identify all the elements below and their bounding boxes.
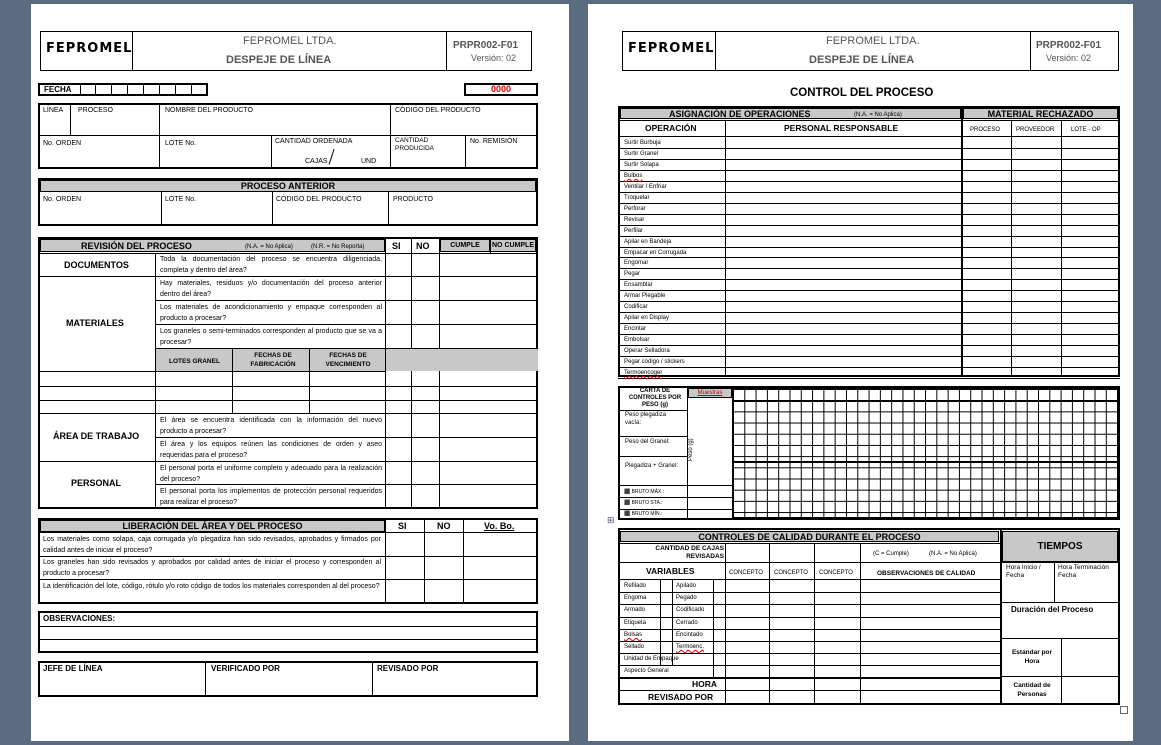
operation-label: Surtir Solapa	[624, 162, 659, 168]
liberacion-title: LIBERACIÓN DEL ÁREA Y DEL PROCESO	[40, 520, 385, 532]
observaciones-label: OBSERVACIONES:	[43, 614, 116, 623]
operation-label: Encintar	[624, 326, 647, 332]
codigo-producto-label: CÓDIGO DEL PRODUCTO	[395, 107, 481, 114]
area-question-1: El área se encuentra identificada con la información del nuevo producto a procesar?	[160, 417, 382, 435]
variable-row-line	[618, 653, 1000, 654]
revisado-por-label: REVISADO POR	[377, 664, 439, 673]
variable-label: Pegado	[676, 595, 697, 601]
shaded-cell	[386, 349, 538, 371]
operation-label: Revisar	[624, 217, 645, 223]
peso-granel-label: Peso del Granel:	[625, 439, 670, 445]
verificado-por-label: VERIFICADO POR	[211, 664, 280, 673]
liberacion-question-2: Los graneles han sido revisados y aprobados por calidad antes de iniciar el proceso y corresponden al producto a procesar?	[43, 559, 381, 577]
remision-label: No. REMISIÓN	[470, 138, 518, 145]
company-logo: FEPROMEL	[46, 41, 133, 56]
rechazado-proceso-header: PROCESO	[970, 127, 1001, 133]
revision-header	[40, 239, 385, 252]
rechazado-proveedor-header: PROVEEDOR	[1016, 127, 1055, 133]
firmas-table	[38, 661, 538, 697]
operation-label: Perforar	[624, 206, 646, 212]
hora-inicio-label: Hora Inicio / Fecha	[1006, 564, 1041, 579]
operation-label: Armar Plegable	[624, 293, 666, 299]
page-despeje-linea	[31, 4, 569, 741]
material-rechazado-title: MATERIAL RECHAZADO	[963, 108, 1118, 119]
table-move-handle[interactable]: ⊞	[607, 515, 615, 525]
operation-row-line	[618, 334, 1120, 335]
liberacion-si-header: SI	[398, 521, 407, 531]
operation-row-line	[618, 214, 1120, 215]
concepto-header-3: CONCEPTO	[819, 570, 853, 576]
operation-label: Empacar en Corrugada	[624, 250, 687, 256]
liberacion-question-1: Los materiales como solapa, caja corrugada y/o plegadiza han sido revisados, aprobados y firmados por calidad antes de iniciar el proceso?	[43, 536, 381, 554]
variable-label: Codificado	[676, 607, 705, 613]
variable-row-line	[618, 641, 1000, 642]
revision-title: REVISIÓN DEL PROCESO	[81, 241, 192, 251]
operation-label: Embolsar	[624, 337, 650, 343]
operation-row-line	[618, 170, 1120, 171]
materiales-question-2: Los materiales de acondicionamiento y empaque corresponden al producto a procesar?	[160, 304, 382, 322]
peso-chart-grid	[732, 388, 1118, 518]
pa-producto-label: PRODUCTO	[393, 196, 433, 203]
muestras-header: Muestras	[688, 388, 732, 398]
operation-label: Ventilar / Enfriar	[624, 184, 667, 190]
pa-orden-label: No. ORDEN	[43, 196, 82, 203]
cantidad-ordenada-label: CANTIDAD ORDENADA	[275, 138, 353, 145]
concepto-header-2: CONCEPTO	[774, 570, 808, 576]
pa-codigo-label: CÓDIGO DEL PRODUCTO	[276, 196, 362, 203]
operation-row-line	[618, 312, 1120, 313]
hora-fin-label: Hora Terminación Fecha	[1058, 564, 1109, 579]
hora-label: HORA	[692, 679, 718, 689]
operation-row-line	[618, 225, 1120, 226]
area-question-2: El área y los equipos reúnen las condiciones de orden y aseo requeridas para el proceso?	[160, 441, 382, 459]
document-version-2: Versión: 02	[1046, 53, 1092, 63]
operation-row-line	[618, 257, 1120, 258]
operation-row-line	[618, 192, 1120, 193]
document-version: Versión: 02	[471, 53, 517, 63]
proceso-label: PROCESO	[78, 107, 114, 114]
variable-label: Armado	[624, 607, 646, 613]
carta-title: CARTA DE CONTROLES POR PESO (g)	[628, 388, 682, 408]
operation-label: Bulbos	[624, 173, 643, 179]
variable-row-line	[618, 629, 1000, 630]
operation-label: Surtir Burbuja	[624, 140, 661, 146]
operation-row-line	[618, 236, 1120, 237]
operation-row-line	[618, 148, 1120, 149]
cumple-header: CUMPLE	[440, 239, 490, 252]
operacion-header: OPERACIÓN	[645, 123, 697, 133]
operation-label: Codificar	[624, 304, 648, 310]
operation-label: Pegar	[624, 271, 641, 277]
pa-lote-label: LOTE No.	[165, 196, 197, 203]
operation-label: Pegar código / stickers	[624, 359, 685, 365]
variable-label: Bolsas	[624, 632, 643, 638]
operation-label: Operar Selladora	[624, 348, 670, 354]
operation-row-line	[618, 268, 1120, 269]
personal-question-2: El personal porta los implementos de protección personal requeridos para realizar el proceso?	[160, 488, 382, 506]
bruto-max-label: ⬛ BRUTO MÁX.:	[624, 489, 665, 495]
resize-handle[interactable]	[1120, 706, 1128, 714]
cumple-legend: (C = Cumple)	[873, 551, 909, 557]
orden-label: No. ORDEN	[43, 140, 82, 147]
plegadiza-granel-label: Plegadiza + Granel:	[625, 463, 678, 469]
personal-question-1: El personal porta el uniforme completo y adecuado para la realización del proceso?	[160, 465, 382, 483]
variable-label: Aspecto General	[624, 668, 669, 674]
controles-title: CONTROLES DE CALIDAD DURANTE EL PROCESO	[620, 531, 999, 542]
na-legend: (N.A. = No Aplica)	[929, 551, 977, 557]
asignacion-na-legend: (N.A. = No Aplica)	[854, 112, 902, 118]
jefe-linea-label: JEFE DE LÍNEA	[43, 664, 103, 673]
revisado-por-label-2: REVISADO POR	[648, 692, 714, 702]
operation-row-line	[618, 290, 1120, 291]
operation-label: Perfilar	[624, 228, 644, 234]
tiempos-title: TIEMPOS	[1002, 531, 1118, 562]
document-title: DESPEJE DE LÍNEA	[226, 54, 332, 66]
variable-row-line	[618, 592, 1000, 593]
concepto-header-1: CONCEPTO	[729, 570, 763, 576]
bruto-min-label: ⬛ BRUTO MÍN.:	[624, 511, 663, 517]
documentos-question: Toda la documentación del proceso se encuentra diligenciada, completa y dentro del área?	[160, 256, 382, 274]
fechas-vencimiento-header: FECHAS DE VENCIMIENTO	[325, 352, 371, 368]
variable-row-line	[618, 617, 1000, 618]
operation-label: Apilar en Bandeja	[624, 239, 672, 245]
nombre-producto-label: NOMBRE DEL PRODUCTO	[165, 107, 253, 114]
fecha-label: FECHA	[44, 85, 72, 94]
personal-label: PERSONAL	[71, 478, 122, 488]
obs-calidad-header: OBSERVACIONES DE CALIDAD	[877, 570, 976, 577]
variable-row-line	[618, 604, 1000, 605]
variable-label: Refilado	[624, 583, 647, 589]
revision-nr-legend: (N.R. = No Reporta)	[311, 244, 365, 250]
area-trabajo-label: ÁREA DE TRABAJO	[53, 431, 140, 441]
liberacion-question-3: La identificación del lote, código, rótulo y/o roto código de todos los materiales corresponden al del proceso?	[43, 583, 380, 590]
operation-row-line	[618, 378, 1120, 379]
lote-label: LOTE No.	[165, 140, 197, 147]
variable-label: Termoenc.	[676, 644, 705, 650]
variable-label: Encintado	[676, 632, 703, 638]
control-proceso-title: CONTROL DEL PROCESO	[790, 87, 934, 99]
operation-label: Engomar	[624, 260, 649, 266]
variable-label: Etiqueta	[624, 620, 647, 626]
variables-header: VARIABLES	[646, 566, 695, 576]
variable-label: Apilado	[676, 583, 697, 589]
rechazado-lote-header: LOTE - OP	[1071, 127, 1101, 133]
operation-row-line	[618, 203, 1120, 204]
linea-label: LÍNEA	[43, 107, 64, 114]
asignacion-title: ASIGNACIÓN DE OPERACIONES	[669, 109, 811, 119]
form-number: 0000	[491, 84, 512, 94]
operation-label: Ensamblar	[624, 282, 653, 288]
cantidad-cajas-label: CANTIDAD DE CAJAS REVISADAS	[655, 545, 724, 560]
personal-responsable-header: PERSONAL RESPONSABLE	[784, 123, 899, 133]
variable-label: Cerrado	[676, 620, 698, 626]
operation-row-line	[618, 323, 1120, 324]
cantidad-personas-label: Cantidad de Personas	[1013, 682, 1051, 698]
variable-label: Sellado	[624, 644, 645, 650]
operation-label: Troquelar	[624, 195, 650, 201]
operation-row-line	[618, 279, 1120, 280]
peso-axis-label: Peso (g)	[688, 438, 694, 461]
cantidad-producida-label: CANTIDAD PRODUCIDA	[395, 137, 435, 152]
document-title-2: DESPEJE DE LÍNEA	[809, 54, 915, 66]
operation-label: Apilar en Display	[624, 315, 670, 321]
company-name: FEPROMEL LTDA.	[243, 35, 337, 47]
operation-row-line	[618, 345, 1120, 346]
bruto-sta-label: ⬛ BRUTO STA.:	[624, 500, 663, 506]
document-code-2: PRPR002-F01	[1036, 40, 1102, 51]
revision-na-legend: (N.A. = No Aplica)	[245, 244, 293, 250]
cajas-label: CAJAS	[305, 158, 328, 165]
asignacion-header	[620, 108, 961, 119]
variable-label: Unidad de Empaque	[624, 656, 679, 662]
peso-plegadiza-label: Peso plegadiza vacía:	[625, 412, 667, 426]
company-logo-2: FEPROMEL	[628, 41, 715, 56]
company-name-2: FEPROMEL LTDA.	[826, 35, 920, 47]
asignacion-table	[618, 106, 1120, 377]
duracion-label: Duración del Proceso	[1011, 605, 1094, 614]
operation-label: Surtir Granel	[624, 151, 659, 157]
fechas-fabricacion-header: FECHAS DE FABRICACIÓN	[250, 352, 296, 368]
operation-label: Termoencoger	[624, 370, 663, 376]
liberacion-vobo-header: Vo. Bo.	[484, 521, 515, 531]
lotes-granel-header: LOTES GRANEL	[169, 358, 220, 365]
no-cumple-header: NO CUMPLE	[490, 239, 536, 252]
revision-no-header: NO	[416, 241, 430, 251]
operation-row-line	[618, 356, 1120, 357]
page-control-proceso	[588, 4, 1133, 741]
liberacion-no-header: NO	[437, 521, 451, 531]
document-code: PRPR002-F01	[453, 40, 519, 51]
estandar-hora-label: Estándar por Hora	[1011, 649, 1053, 665]
materiales-label: MATERIALES	[66, 318, 124, 328]
variable-row-line	[618, 665, 1000, 666]
proceso-anterior-title: PROCESO ANTERIOR	[40, 180, 536, 192]
revision-si-header: SI	[392, 241, 401, 251]
materiales-question-1: Hay materiales, residuos y/o documentación del proceso anterior dentro del área?	[160, 280, 382, 298]
variable-label: Engoma	[624, 595, 647, 601]
und-label: UND	[361, 158, 377, 165]
operation-row-line	[618, 247, 1120, 248]
operation-row-line	[618, 181, 1120, 182]
operation-row-line	[618, 159, 1120, 160]
materiales-question-3: Los graneles o semi-terminados corresponden al producto que se va a procesar?	[160, 328, 382, 346]
documentos-label: DOCUMENTOS	[64, 260, 129, 270]
operation-row-line	[618, 301, 1120, 302]
operation-row-line	[618, 367, 1120, 368]
